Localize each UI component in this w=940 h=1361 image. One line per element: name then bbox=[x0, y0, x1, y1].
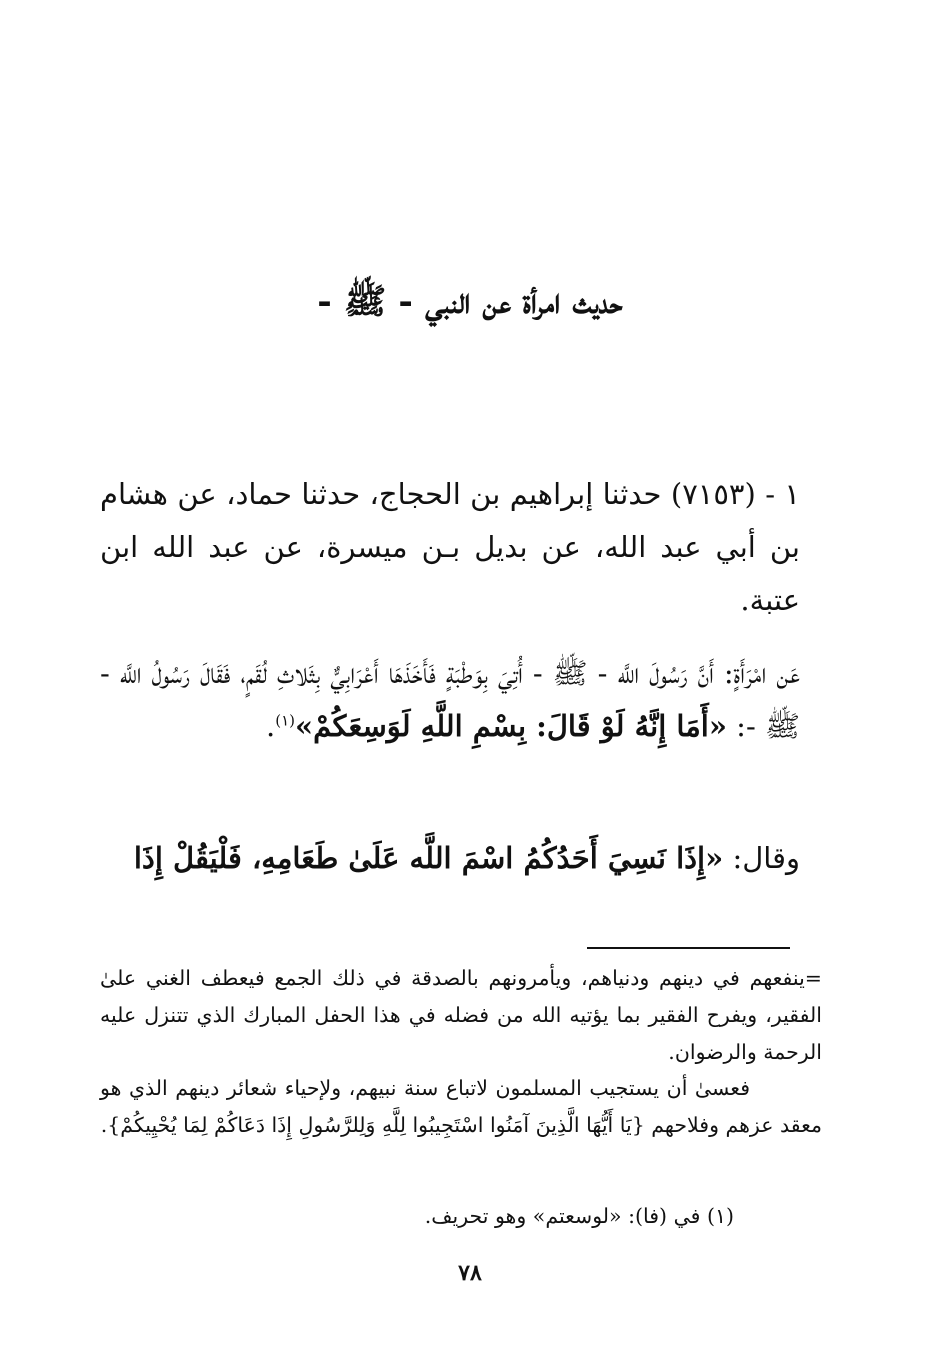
isnad-paragraph: ١ - (٧١٥٣) حدثنا إبراهيم بن الحجاج، حدثنا حماد، عن هشام بن أبي عبد الله، عن بديل بـن ميسرة، عن عبد الله ابن عتبة. bbox=[100, 477, 800, 617]
second-intro: وقال: bbox=[732, 841, 800, 875]
footnote-paragraph bbox=[100, 1070, 822, 1144]
footnote-continuation: =ينفعهم في دينهم ودنياهم، ويأمرونهم بالصدقة في ذلك الجمع فيعطف الغني علىٰ الفقير، ويفرح الفقير بما يؤتيه الله من فضله في هذا الحفل المبارك الذي تتنزل عليه الرحمة والرضوان. bbox=[100, 966, 822, 1064]
footnote-separator bbox=[587, 947, 790, 949]
second-hadith-paragraph bbox=[100, 832, 800, 885]
footnote-1: (١) في (فا): «لوسعتم» وهو تحريف. bbox=[424, 1204, 734, 1228]
narration-paragraph bbox=[100, 647, 800, 753]
hadith-quote: «أَمَا إِنَّهُ لَوْ قَالَ: بِسْمِ اللَّهِ لَوَسِعَكُمْ» bbox=[295, 709, 727, 743]
footnote-paragraph-text: فعسىٰ أن يستجيب المسلمون لاتباع سنة نبيهم، ولإحياء شعائر دينهم الذي هو معقد عزهم وفلاحهم {يَا أَيُّهَا الَّذِينَ آمَنُوا اسْتَجِيبُوا لِلَّهِ وَلِلرَّسُولِ إِذَا دَعَاكُمْ لِمَا يُحْيِيكُمْ}. bbox=[100, 1076, 822, 1137]
second-hadith-quote: «إِذَا نَسِيَ أَحَدُكُمُ اسْمَ اللَّه عَلَىٰ طَعَامِهِ، فَلْيَقُلْ إِذَا bbox=[133, 841, 724, 875]
chapter-title: حديث امرأة عن النبي - ﷺ - bbox=[317, 281, 623, 322]
narration-end: . bbox=[266, 709, 276, 743]
narration-intro: عَن امْرَأَةٍ: أَنَّ رَسُولَ اللَّه - ﷺ - أُتِيَ بِوَطْبَةٍ فَأَخَذَهَا أَعْرَابِيٌّ بِثَلاثِ لُقَمٍ، فَقَالَ رَسُولُ اللَّه - ﷺ -: bbox=[100, 656, 800, 743]
page-number: ٧٨ bbox=[458, 1260, 482, 1286]
footnote-reference: (١) bbox=[275, 711, 296, 730]
